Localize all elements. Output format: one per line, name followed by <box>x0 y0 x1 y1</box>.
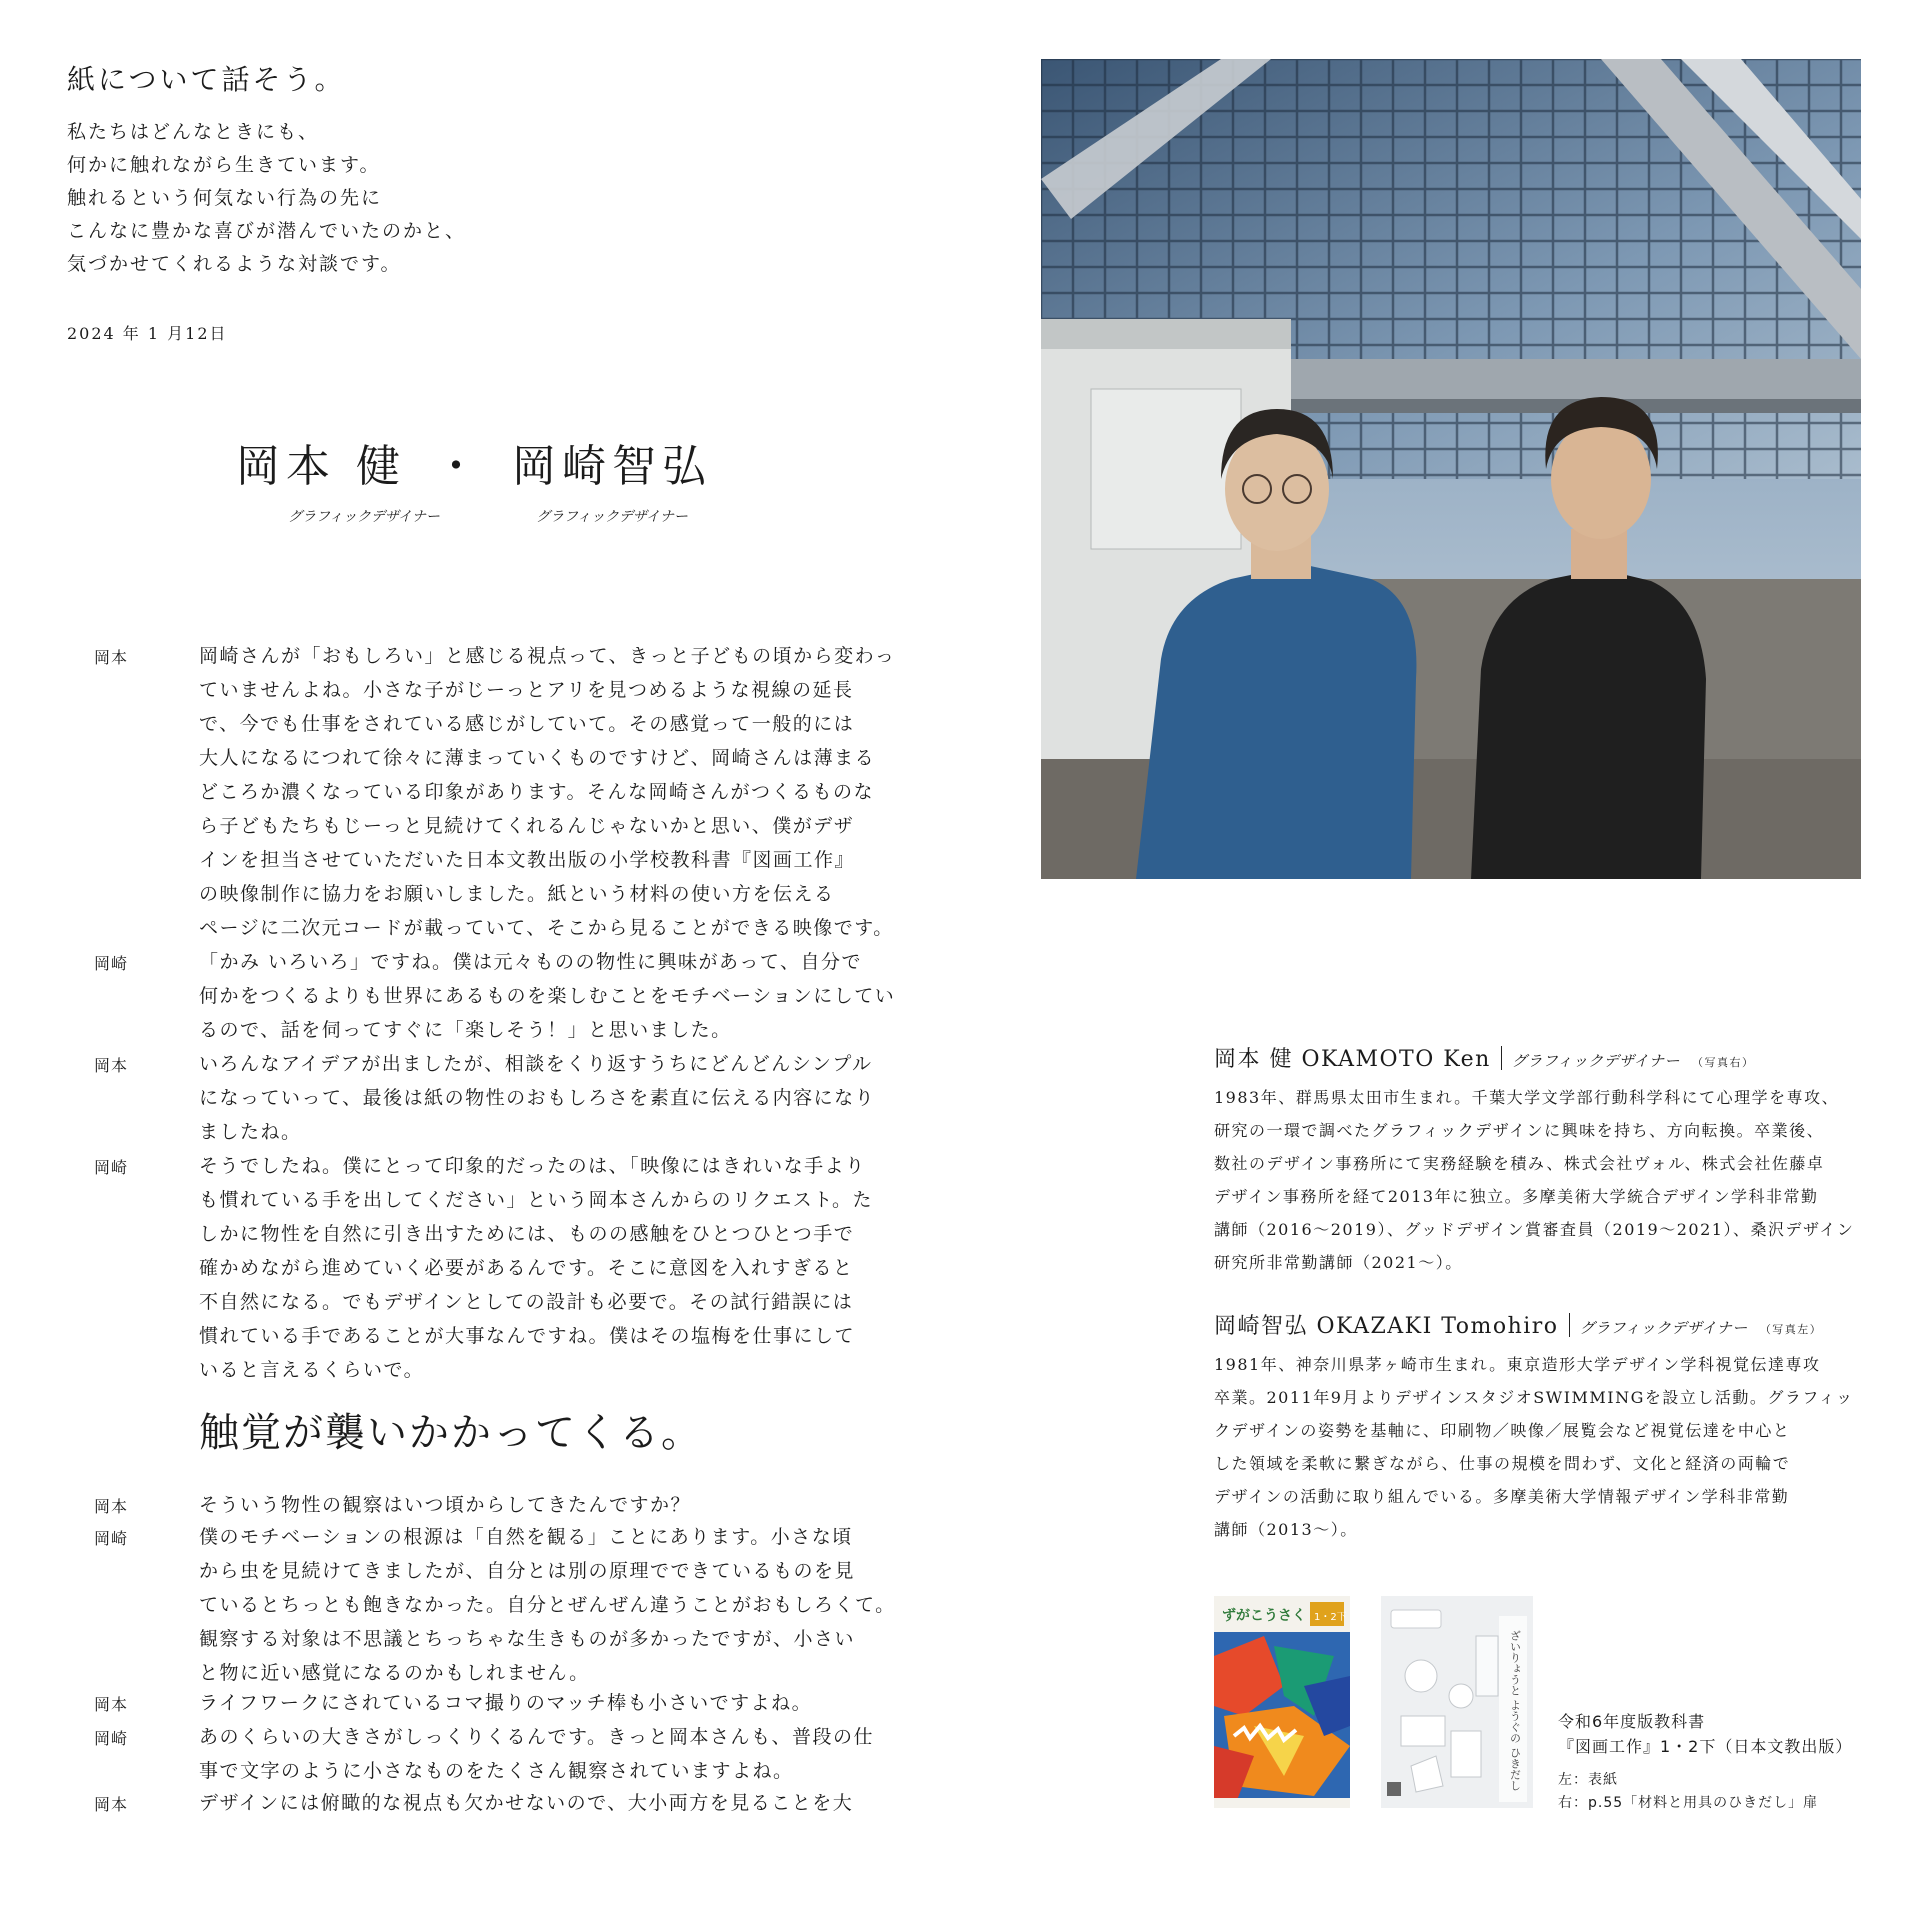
profile-line: 研究の一環で調べたグラフィックデザインに興味を持ち、方向転換。卒業後、 <box>1214 1121 1825 1140</box>
profile-line: 1981年、神奈川県茅ヶ崎市生まれ。東京造形大学デザイン学科視覚伝達専攻 <box>1214 1355 1821 1374</box>
page-artwork <box>1381 1596 1533 1808</box>
caption-line: 令和6年度版教科書 <box>1558 1712 1706 1731</box>
role-okamoto: グラフィックデザイナー <box>288 509 440 525</box>
profile-name: 岡崎智弘 OKAZAKI Tomohiro <box>1214 1314 1559 1339</box>
profile-line: デザイン事務所を経て2013年に独立。多摩美術大学統合デザイン学科非常勤 <box>1214 1187 1819 1206</box>
section-heading: 触覚が襲いかかってくる。 <box>199 1410 703 1456</box>
dialogue-line: あのくらいの大きさがしっくりくるんです。きっと岡本さんも、普段の仕 <box>199 1726 874 1748</box>
speaker-label: 岡本 <box>94 1497 129 1516</box>
speaker-label: 岡本 <box>94 1056 129 1075</box>
dialogue-line: 岡崎さんが「おもしろい」と感じる視点って、きっと子どもの頃から変わっ <box>199 645 896 667</box>
profile-line: 研究所非常勤講師（2021～）。 <box>1214 1253 1463 1272</box>
lead-text <box>67 116 466 281</box>
profile-role: グラフィックデザイナー <box>1579 1319 1748 1337</box>
cover-artwork <box>1214 1596 1350 1808</box>
profile-line: 数社のデザイン事務所にて実務経験を積み、株式会社ヴォル、株式会社佐藤卓 <box>1214 1154 1825 1173</box>
dialogue-line: と物に近い感覚になるのかもしれません。 <box>199 1662 590 1684</box>
dialogue-line: ライフワークにされているコマ撮りのマッチ棒も小さいですよね。 <box>199 1692 813 1714</box>
lead-line: 触れるという何気ない行為の先に <box>67 187 383 209</box>
dialogue-line: になっていって、最後は紙の物性のおもしろさを素直に伝える内容になり <box>199 1087 876 1109</box>
profile-line: クデザインの姿勢を基軸に、印刷物／映像／展覧会など視覚伝達を中心と <box>1214 1421 1791 1440</box>
names-line <box>236 430 716 494</box>
divider <box>1569 1313 1570 1337</box>
dialogue-line: ているとちっとも飽きなかった。自分とぜんぜん違うことがおもしろくて。 <box>199 1594 896 1616</box>
profile-name: 岡本 健 OKAMOTO Ken <box>1214 1047 1491 1072</box>
profile-heading <box>1214 1309 1822 1340</box>
dialogue-line: ページに二次元コードが載っていて、そこから見ることができる映像です。 <box>199 917 894 939</box>
roles-line <box>236 506 716 530</box>
profile-heading <box>1214 1042 1755 1073</box>
dialogue-line: 慣れている手であることが大事なんですね。僕はその塩梅を仕事にして <box>199 1325 856 1347</box>
speaker-label: 岡本 <box>94 1795 129 1814</box>
dialogue-line: 何かをつくるよりも世界にあるものを楽しむことをモチベーションにしてい <box>199 985 896 1007</box>
lead-line: 気づかせてくれるような対談です。 <box>67 253 402 275</box>
dialogue-line: インを担当させていただいた日本文教出版の小学校教科書『図画工作』 <box>199 849 856 871</box>
designers-photo <box>1041 59 1861 879</box>
dialogue-line: いると言えるくらいで。 <box>199 1359 425 1381</box>
photo-position-note: （写真右） <box>1692 1056 1755 1069</box>
dialogue-line: も慣れている手を出してください」という岡本さんからのリクエスト。た <box>199 1189 874 1211</box>
profile-line: 講師（2013～）。 <box>1214 1520 1358 1539</box>
cover-grade: 1・2下 <box>1314 1612 1347 1623</box>
speaker-label: 岡本 <box>94 1695 129 1714</box>
dialogue-line: しかに物性を自然に引き出すためには、ものの感触をひとつひとつ手で <box>199 1223 855 1245</box>
textbook-page <box>1381 1596 1533 1808</box>
profile-line: 講師（2016～2019）、グッドデザイン賞審査員（2019～2021）、桑沢デザイン <box>1214 1220 1855 1239</box>
name-okamoto: 岡本 健 <box>236 441 406 492</box>
role-okazaki: グラフィックデザイナー <box>536 509 688 525</box>
dialogue-line: の映像制作に協力をお願いしました。紙という材料の使い方を伝える <box>199 883 835 905</box>
photo-position-note: （写真左） <box>1759 1323 1823 1336</box>
divider <box>1501 1046 1502 1070</box>
cover-title: ずがこうさく <box>1222 1608 1306 1624</box>
dialogue-line: そうでしたね。僕にとって印象的だったのは、「映像にはきれいな手より <box>199 1155 866 1177</box>
speaker-label: 岡崎 <box>94 1529 129 1548</box>
name-separator: ・ <box>434 441 484 492</box>
speaker-names <box>236 430 716 530</box>
name-okazaki: 岡崎智弘 <box>512 441 712 492</box>
textbook-cover <box>1214 1596 1350 1808</box>
dialogue-line: 観察する対象は不思議とちっちゃな生きものが多かったですが、小さい <box>199 1628 856 1650</box>
dialogue-line: で、今でも仕事をされている感じがしていて。その感覚って一般的には <box>199 713 855 735</box>
caption-line: 『図画工作』1・2下（日本文教出版） <box>1558 1737 1853 1756</box>
photo-illustration <box>1041 59 1861 879</box>
profile-line: 卒業。2011年9月よりデザインスタジオSWIMMINGを設立し活動。グラフィッ <box>1214 1388 1854 1407</box>
dialogue-line: 確かめながら進めていく必要があるんです。そこに意図を入れすぎると <box>199 1257 854 1279</box>
speaker-label: 岡本 <box>94 648 129 667</box>
dialogue-line: ましたね。 <box>199 1121 302 1143</box>
dialogue-line: どころか濃くなっている印象があります。そんな岡崎さんがつくるものな <box>199 781 874 803</box>
profile-line: 1983年、群馬県太田市生まれ。千葉大学文学部行動科学科にて心理学を専攻、 <box>1214 1088 1840 1107</box>
dialogue-line: 僕のモチベーションの根源は「自然を観る」ことにあります。小さな頃 <box>199 1526 853 1548</box>
publish-date: 2024 年 1 月12日 <box>67 324 228 343</box>
profile-line: した領域を柔軟に繋ぎながら、仕事の規模を問わず、文化と経済の両輪で <box>1214 1454 1791 1473</box>
dialogue-line: ていませんよね。小さな子がじーっとアリを見つめるような視線の延長 <box>199 679 854 701</box>
dialogue-line: いろんなアイデアが出ましたが、相談をくり返すうちにどんどんシンプル <box>199 1053 873 1075</box>
dialogue-line: 「かみ いろいろ」ですね。僕は元々ものの物性に興味があって、自分で <box>199 951 862 973</box>
dialogue-line: デザインには俯瞰的な視点も欠かせないので、大小両方を見ることを大 <box>199 1792 854 1814</box>
speaker-label: 岡崎 <box>94 1729 129 1748</box>
dialogue-line: から虫を見続けてきましたが、自分とは別の原理でできているものを見 <box>199 1560 856 1582</box>
speaker-label: 岡崎 <box>94 1158 129 1177</box>
dialogue-line: 不自然になる。でもデザインとしての設計も必要で。その試行錯誤には <box>199 1291 854 1313</box>
profile-role: グラフィックデザイナー <box>1511 1052 1681 1070</box>
series-title: 紙について話そう。 <box>67 63 346 96</box>
page-title: ざいりょうと ようぐの ひきだし <box>1508 1630 1522 1791</box>
dialogue-line: 大人になるにつれて徐々に薄まっていくものですけど、岡崎さんは薄まる <box>199 747 876 769</box>
dialogue-line: ら子どもたちもじーっと見続けてくれるんじゃないかと思い、僕がデザ <box>199 815 855 837</box>
lead-line: 何かに触れながら生きています。 <box>67 154 381 176</box>
lead-line: こんなに豊かな喜びが潜んでいたのかと、 <box>67 220 467 242</box>
caption-line: 右：p.55「材料と用具のひきだし」扉 <box>1558 1795 1819 1811</box>
dialogue-line: るので、話を伺ってすぐに「楽しそう！」と思いました。 <box>199 1019 732 1041</box>
dialogue-line: 事で文字のように小さなものをたくさん観察されていますよね。 <box>199 1760 794 1782</box>
lead-line: 私たちはどんなときにも、 <box>67 121 320 143</box>
caption-line: 左：表紙 <box>1558 1772 1618 1788</box>
profile-line: デザインの活動に取り組んでいる。多摩美術大学情報デザイン学科非常勤 <box>1214 1487 1790 1506</box>
speaker-label: 岡崎 <box>94 954 129 973</box>
dialogue-line: そういう物性の観察はいつ頃からしてきたんですか？ <box>199 1494 692 1516</box>
